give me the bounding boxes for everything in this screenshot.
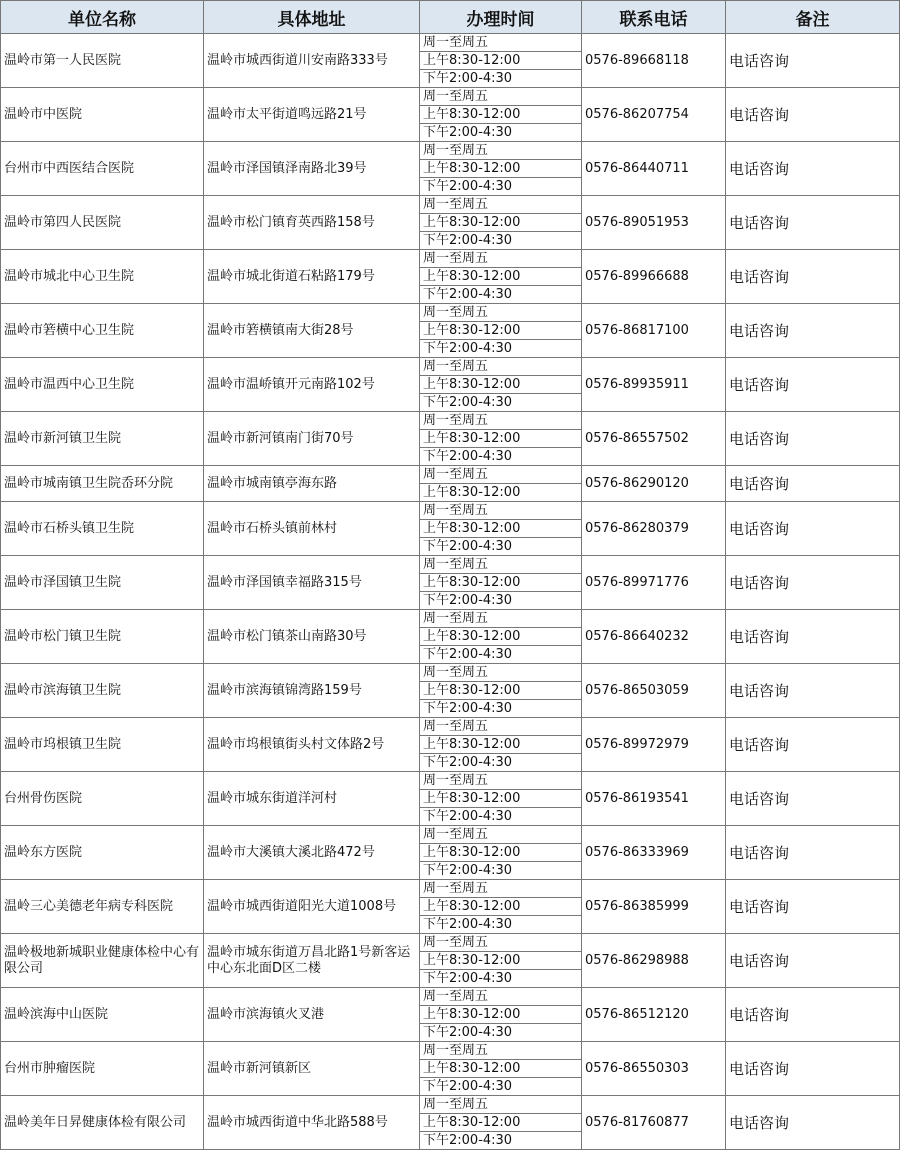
unit-name-cell: 温岭滨海中山医院	[0, 988, 204, 1041]
hours-cell	[420, 196, 582, 249]
table-row	[0, 826, 900, 880]
hours-line: 下午2:00-4:30	[423, 862, 513, 878]
phone-cell: 0576-86290120	[582, 466, 726, 501]
hours-line: 下午2:00-4:30	[423, 178, 513, 194]
address-cell: 温岭市城东街道洋河村	[204, 772, 420, 825]
address-cell: 温岭市温峤镇开元南路102号	[204, 358, 420, 411]
note-cell: 电话咨询	[726, 826, 900, 879]
hours-line: 上午8:30-12:00	[420, 898, 581, 916]
address-cell: 温岭市泽国镇幸福路315号	[204, 556, 420, 609]
phone-cell: 0576-86817100	[582, 304, 726, 357]
hours-cell	[420, 304, 582, 357]
table-row	[0, 934, 900, 988]
hours-line: 周一至周五	[420, 772, 581, 790]
hours-line: 周一至周五	[420, 88, 581, 106]
hours-line: 周一至周五	[420, 718, 581, 736]
unit-name-cell: 台州市肿瘤医院	[0, 1042, 204, 1095]
phone-cell: 0576-86385999	[582, 880, 726, 933]
header-hours: 办理时间	[420, 1, 582, 33]
hours-line: 周一至周五	[420, 988, 581, 1006]
unit-name-cell: 温岭东方医院	[0, 826, 204, 879]
address-cell: 温岭市坞根镇街头村文体路2号	[204, 718, 420, 771]
table-row	[0, 358, 900, 412]
phone-cell: 0576-89966688	[582, 250, 726, 303]
hours-cell	[420, 466, 582, 501]
note-cell: 电话咨询	[726, 934, 900, 987]
table-row	[0, 142, 900, 196]
hours-line: 上午8:30-12:00	[420, 1006, 581, 1024]
note-cell: 电话咨询	[726, 502, 900, 555]
phone-cell: 0576-89972979	[582, 718, 726, 771]
address-cell: 温岭市城北街道石粘路179号	[204, 250, 420, 303]
hours-line: 下午2:00-4:30	[423, 232, 513, 248]
note-cell: 电话咨询	[726, 358, 900, 411]
phone-cell: 0576-81760877	[582, 1096, 726, 1149]
note-cell: 电话咨询	[726, 34, 900, 87]
phone-cell: 0576-86440711	[582, 142, 726, 195]
header-phone: 联系电话	[582, 1, 726, 33]
hours-cell	[420, 34, 582, 87]
hours-line: 上午8:30-12:00	[420, 160, 581, 178]
hours-line: 周一至周五	[420, 1096, 581, 1114]
table-row	[0, 502, 900, 556]
hours-line: 下午2:00-4:30	[423, 970, 513, 986]
table-row	[0, 664, 900, 718]
hours-cell	[420, 1096, 582, 1149]
table-body	[0, 34, 900, 1150]
address-cell: 温岭市泽国镇泽南路北39号	[204, 142, 420, 195]
hours-line: 上午8:30-12:00	[420, 1060, 581, 1078]
hours-line: 下午2:00-4:30	[423, 340, 513, 356]
hours-line: 上午8:30-12:00	[420, 268, 581, 286]
phone-cell: 0576-86193541	[582, 772, 726, 825]
hours-line: 周一至周五	[420, 196, 581, 214]
unit-name-cell: 台州骨伤医院	[0, 772, 204, 825]
address-cell: 温岭市箬横镇南大街28号	[204, 304, 420, 357]
hours-line: 周一至周五	[420, 934, 581, 952]
hours-line: 上午8:30-12:00	[420, 430, 581, 448]
note-cell: 电话咨询	[726, 88, 900, 141]
hours-line: 上午8:30-12:00	[420, 214, 581, 232]
table-row	[0, 610, 900, 664]
note-cell: 电话咨询	[726, 412, 900, 465]
phone-cell: 0576-89051953	[582, 196, 726, 249]
table-row	[0, 304, 900, 358]
header-address: 具体地址	[204, 1, 420, 33]
hours-line: 下午2:00-4:30	[423, 1024, 513, 1040]
note-cell: 电话咨询	[726, 880, 900, 933]
note-cell: 电话咨询	[726, 304, 900, 357]
address-cell: 温岭市滨海镇火叉港	[204, 988, 420, 1041]
note-cell: 电话咨询	[726, 196, 900, 249]
note-cell: 电话咨询	[726, 466, 900, 501]
address-cell: 温岭市滨海镇锦湾路159号	[204, 664, 420, 717]
table-row	[0, 34, 900, 88]
hours-line: 上午8:30-12:00	[420, 736, 581, 754]
address-cell: 温岭市大溪镇大溪北路472号	[204, 826, 420, 879]
unit-name-cell: 温岭市箬横中心卫生院	[0, 304, 204, 357]
note-cell: 电话咨询	[726, 772, 900, 825]
note-cell: 电话咨询	[726, 250, 900, 303]
hours-cell	[420, 934, 582, 987]
unit-name-cell: 温岭极地新城职业健康体检中心有限公司	[0, 934, 204, 987]
hours-line: 周一至周五	[420, 502, 581, 520]
phone-cell: 0576-86280379	[582, 502, 726, 555]
hours-line: 周一至周五	[420, 34, 581, 52]
unit-name-cell: 温岭市泽国镇卫生院	[0, 556, 204, 609]
address-cell: 温岭市城东街道万昌北路1号新客运中心东北面D区二楼	[204, 934, 420, 987]
table-row	[0, 250, 900, 304]
phone-cell: 0576-86207754	[582, 88, 726, 141]
table-header	[0, 0, 900, 34]
hours-line: 下午2:00-4:30	[423, 124, 513, 140]
table-row	[0, 412, 900, 466]
hours-line: 下午2:00-4:30	[423, 1132, 513, 1148]
hours-line: 上午8:30-12:00	[420, 574, 581, 592]
hours-line: 周一至周五	[420, 664, 581, 682]
hours-line: 上午8:30-12:00	[420, 376, 581, 394]
table-row	[0, 88, 900, 142]
phone-cell: 0576-86298988	[582, 934, 726, 987]
hours-cell	[420, 772, 582, 825]
hours-cell	[420, 718, 582, 771]
hours-line: 下午2:00-4:30	[423, 448, 513, 464]
note-cell: 电话咨询	[726, 610, 900, 663]
hours-line: 上午8:30-12:00	[420, 844, 581, 862]
hours-cell	[420, 880, 582, 933]
address-cell: 温岭市太平街道鸣远路21号	[204, 88, 420, 141]
unit-name-cell: 温岭市新河镇卫生院	[0, 412, 204, 465]
unit-name-cell: 温岭美年日昇健康体检有限公司	[0, 1096, 204, 1149]
table-row	[0, 880, 900, 934]
hours-cell	[420, 556, 582, 609]
note-cell: 电话咨询	[726, 664, 900, 717]
phone-cell: 0576-86503059	[582, 664, 726, 717]
hours-line: 下午2:00-4:30	[423, 538, 513, 554]
hours-line: 下午2:00-4:30	[423, 916, 513, 932]
table-row	[0, 1096, 900, 1150]
note-cell: 电话咨询	[726, 142, 900, 195]
address-cell: 温岭市城南镇亭海东路	[204, 466, 420, 501]
hours-cell	[420, 826, 582, 879]
phone-cell: 0576-86333969	[582, 826, 726, 879]
hours-line: 下午2:00-4:30	[423, 286, 513, 302]
address-cell: 温岭市石桥头镇前林村	[204, 502, 420, 555]
phone-cell: 0576-89971776	[582, 556, 726, 609]
hours-line: 周一至周五	[420, 610, 581, 628]
hours-cell	[420, 988, 582, 1041]
hours-line: 周一至周五	[420, 250, 581, 268]
header-unit-name: 单位名称	[0, 1, 204, 33]
hours-cell	[420, 502, 582, 555]
table-row	[0, 772, 900, 826]
note-cell: 电话咨询	[726, 988, 900, 1041]
unit-name-cell: 温岭市滨海镇卫生院	[0, 664, 204, 717]
hours-line: 周一至周五	[420, 556, 581, 574]
unit-name-cell: 温岭市坞根镇卫生院	[0, 718, 204, 771]
note-cell: 电话咨询	[726, 1042, 900, 1095]
unit-name-cell: 温岭市温西中心卫生院	[0, 358, 204, 411]
hours-line: 上午8:30-12:00	[420, 52, 581, 70]
address-cell: 温岭市城西街道川安南路333号	[204, 34, 420, 87]
hours-line: 周一至周五	[420, 1042, 581, 1060]
phone-cell: 0576-86640232	[582, 610, 726, 663]
table-row	[0, 988, 900, 1042]
hours-cell	[420, 250, 582, 303]
header-note: 备注	[726, 1, 900, 33]
address-cell: 温岭市松门镇茶山南路30号	[204, 610, 420, 663]
unit-name-cell: 温岭市石桥头镇卫生院	[0, 502, 204, 555]
note-cell: 电话咨询	[726, 1096, 900, 1149]
note-cell: 电话咨询	[726, 556, 900, 609]
table-row	[0, 556, 900, 610]
hours-line: 下午2:00-4:30	[423, 70, 513, 86]
address-cell: 温岭市松门镇育英西路158号	[204, 196, 420, 249]
hours-line: 上午8:30-12:00	[420, 322, 581, 340]
note-cell: 电话咨询	[726, 718, 900, 771]
hours-cell	[420, 412, 582, 465]
address-cell: 温岭市城西街道中华北路588号	[204, 1096, 420, 1149]
hours-line: 周一至周五	[420, 358, 581, 376]
hours-line: 上午8:30-12:00	[420, 790, 581, 808]
hours-cell	[420, 610, 582, 663]
unit-name-cell: 温岭市中医院	[0, 88, 204, 141]
phone-cell: 0576-89668118	[582, 34, 726, 87]
unit-name-cell: 台州市中西医结合医院	[0, 142, 204, 195]
address-cell: 温岭市城西街道阳光大道1008号	[204, 880, 420, 933]
unit-name-cell: 温岭市城南镇卫生院岙环分院	[0, 466, 204, 501]
hours-cell	[420, 664, 582, 717]
hours-line: 下午2:00-4:30	[423, 700, 513, 716]
phone-cell: 0576-86557502	[582, 412, 726, 465]
table-row	[0, 466, 900, 502]
unit-name-cell: 温岭三心美德老年病专科医院	[0, 880, 204, 933]
hours-cell	[420, 88, 582, 141]
hours-cell	[420, 142, 582, 195]
address-cell: 温岭市新河镇南门街70号	[204, 412, 420, 465]
table-row	[0, 196, 900, 250]
phone-cell: 0576-86512120	[582, 988, 726, 1041]
hours-line: 周一至周五	[420, 304, 581, 322]
hours-line: 上午8:30-12:00	[420, 1114, 581, 1132]
address-cell: 温岭市新河镇新区	[204, 1042, 420, 1095]
hours-line: 周一至周五	[420, 466, 581, 484]
hours-line: 下午2:00-4:30	[423, 808, 513, 824]
hours-line: 周一至周五	[420, 142, 581, 160]
hours-line: 周一至周五	[420, 412, 581, 430]
hours-cell	[420, 358, 582, 411]
unit-name-cell: 温岭市松门镇卫生院	[0, 610, 204, 663]
hours-line: 下午2:00-4:30	[423, 646, 513, 662]
hours-line: 上午8:30-12:00	[420, 952, 581, 970]
hours-cell	[420, 1042, 582, 1095]
unit-name-cell: 温岭市城北中心卫生院	[0, 250, 204, 303]
phone-cell: 0576-89935911	[582, 358, 726, 411]
hours-line: 下午2:00-4:30	[423, 394, 513, 410]
hours-line: 周一至周五	[420, 880, 581, 898]
hours-line: 下午2:00-4:30	[423, 754, 513, 770]
hours-line: 上午8:30-12:00	[420, 106, 581, 124]
hours-line: 上午8:30-12:00	[420, 520, 581, 538]
unit-name-cell: 温岭市第一人民医院	[0, 34, 204, 87]
hours-line: 上午8:30-12:00	[423, 484, 521, 500]
hours-line: 下午2:00-4:30	[423, 1078, 513, 1094]
hours-line: 周一至周五	[420, 826, 581, 844]
table-row	[0, 718, 900, 772]
phone-cell: 0576-86550303	[582, 1042, 726, 1095]
table-row	[0, 1042, 900, 1096]
hours-line: 上午8:30-12:00	[420, 682, 581, 700]
hours-line: 下午2:00-4:30	[423, 592, 513, 608]
hours-line: 上午8:30-12:00	[420, 628, 581, 646]
unit-name-cell: 温岭市第四人民医院	[0, 196, 204, 249]
